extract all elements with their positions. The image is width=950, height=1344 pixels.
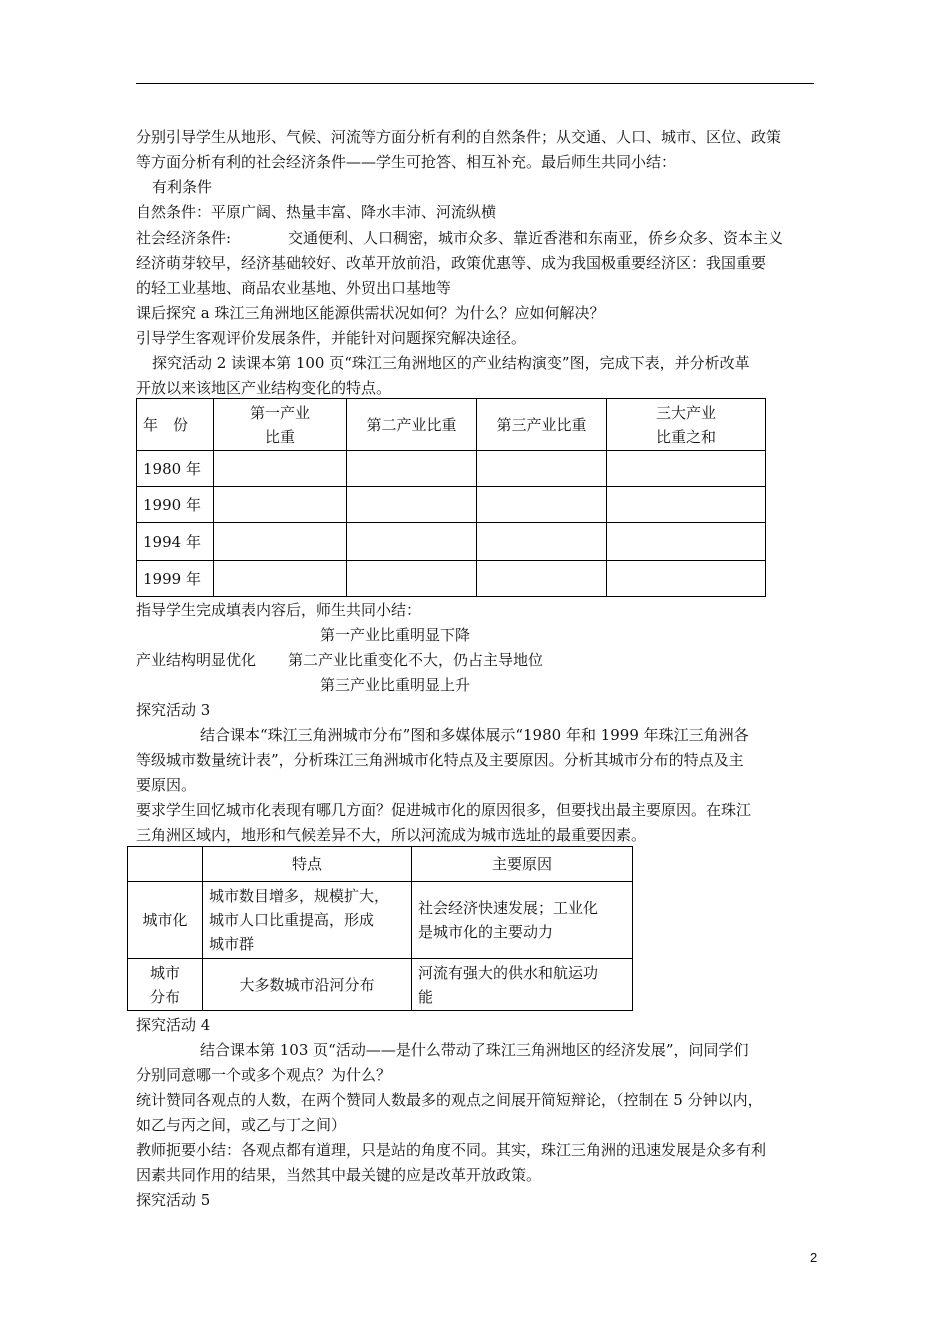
input-cell[interactable]: [347, 487, 477, 523]
urbanization-reason: [412, 882, 633, 959]
activity-4-p1b: 分别同意哪一个或多个观点？为什么？: [136, 1066, 392, 1084]
header-secondary: 第二产业比重: [347, 399, 477, 451]
activity-5-heading: 探究活动 5: [136, 1191, 211, 1209]
header-rule: [136, 83, 814, 84]
table-row: [128, 882, 633, 959]
summary-label: 产业结构明显优化: [136, 651, 257, 669]
header-feature: 特点: [203, 847, 412, 882]
summary-primary: 第一产业比重明显下降: [320, 626, 471, 644]
activity-4-heading: 探究活动 4: [136, 1016, 211, 1034]
header-tertiary: 第三产业比重: [477, 399, 607, 451]
input-cell[interactable]: [607, 487, 766, 523]
input-cell[interactable]: [607, 523, 766, 561]
activity-3-p1b: 等级城市数量统计表”，分析珠江三角洲城市化特点及主要原因。分析其城市分布的特点及主: [136, 751, 744, 769]
summary-tertiary: 第三产业比重明显上升: [320, 676, 471, 694]
summary-secondary: 第二产业比重变化不大，仍占主导地位: [288, 651, 544, 669]
year-cell: 1994 年: [137, 523, 214, 561]
summary-intro: 指导学生完成填表内容后，师生共同小结：: [136, 601, 422, 619]
label-line: 城市: [149, 963, 180, 982]
input-cell[interactable]: [214, 523, 347, 561]
table-row: [137, 451, 766, 487]
table-row: [128, 959, 633, 1011]
paragraph-1b: 等方面分析有利的社会经济条件——学生可抢答、相互补充。最后师生共同小结：: [136, 153, 677, 171]
table-header-row: [137, 399, 766, 451]
input-cell[interactable]: [607, 451, 766, 487]
socioeconomic-a: 交通便利、人口稠密，城市众多、靠近香港和东南亚，侨乡众多、资本主义: [288, 229, 784, 247]
activity-3-p2a: 要求学生回忆城市化表现有哪几方面？促进城市化的原因很多，但要找出最主要原因。在珠江: [136, 801, 752, 819]
activity-2b: 开放以来该地区产业结构变化的特点。: [136, 379, 392, 397]
header-total-l2: 比重之和: [655, 427, 716, 446]
feature-line: 城市群: [209, 935, 255, 953]
activity-4-p1a: 结合课本第 103 页“活动——是什么带动了珠江三角洲地区的经济发展”，问同学们: [200, 1041, 749, 1059]
urbanization-table: [127, 846, 633, 1011]
favorable-conditions-heading: 有利条件: [152, 178, 213, 196]
header-empty: [128, 847, 203, 882]
activity-3-p1a: 结合课本“珠江三角洲城市分布”图和多媒体展示“1980 年和 1999 年珠江三角洲各: [200, 726, 749, 744]
socioeconomic-label: 社会经济条件:: [136, 229, 232, 247]
reason-line: 能: [418, 987, 434, 1006]
input-cell[interactable]: [214, 561, 347, 597]
feature-line: 城市人口比重提高，形成: [209, 911, 375, 929]
distribution-reason: [412, 959, 633, 1011]
table-row: [137, 487, 766, 523]
socioeconomic-b: 经济萌芽较早，经济基础较好、改革开放前沿，政策优惠等、成为我国极重要经济区：我国重要: [136, 254, 767, 272]
distribution-feature: 大多数城市沿河分布: [203, 959, 412, 1011]
reason-line: 河流有强大的供水和航运功: [418, 963, 599, 982]
guidance-text: 引导学生客观评价发展条件，并能针对问题探究解决途径。: [136, 329, 527, 347]
activity-2a: 探究活动 2 读课本第 100 页“珠江三角洲地区的产业结构演变”图，完成下表，并分析改革: [152, 354, 750, 372]
input-cell[interactable]: [347, 523, 477, 561]
after-class-question: 课后探究 a 珠江三角洲地区能源供需状况如何？为什么？应如何解决？: [136, 304, 605, 322]
feature-line: 城市数目增多，规模扩大，: [209, 887, 390, 905]
industry-structure-table: [136, 398, 766, 597]
row-label-urbanization: 城市化: [128, 882, 203, 959]
label-line: 分布: [149, 987, 180, 1006]
urbanization-feature: [203, 882, 412, 959]
activity-4-p3a: 教师扼要小结：各观点都有道理，只是站的角度不同。其实，珠江三角洲的迅速发展是众多有利: [136, 1141, 767, 1159]
activity-3-heading: 探究活动 3: [136, 701, 211, 719]
header-primary: [214, 399, 347, 451]
input-cell[interactable]: [607, 561, 766, 597]
year-cell: 1980 年: [137, 451, 214, 487]
header-primary-l2: 比重: [264, 427, 295, 446]
natural-conditions: 自然条件：平原广阔、热量丰富、降水丰沛、河流纵横: [136, 203, 497, 221]
page-number: 2: [810, 1250, 818, 1265]
header-primary-l1: 第一产业: [249, 403, 310, 422]
activity-3-p1c: 要原因。: [136, 776, 197, 794]
reason-line: 社会经济快速发展；工业化: [418, 899, 599, 917]
row-label-distribution: [128, 959, 203, 1011]
input-cell[interactable]: [477, 523, 607, 561]
input-cell[interactable]: [347, 561, 477, 597]
year-cell: 1999 年: [137, 561, 214, 597]
header-reason: 主要原因: [412, 847, 633, 882]
header-total-l1: 三大产业: [655, 403, 716, 422]
year-cell: 1990 年: [137, 487, 214, 523]
input-cell[interactable]: [477, 487, 607, 523]
input-cell[interactable]: [214, 451, 347, 487]
header-year: 年 份: [137, 399, 214, 451]
input-cell[interactable]: [347, 451, 477, 487]
input-cell[interactable]: [477, 561, 607, 597]
table-row: [137, 523, 766, 561]
activity-4-p3b: 因素共同作用的结果，当然其中最关键的应是改革开放政策。: [136, 1166, 542, 1184]
table-row: [137, 561, 766, 597]
activity-4-p2a: 统计赞同各观点的人数，在两个赞同人数最多的观点之间展开简短辩论，（控制在 5 分钟以内，: [136, 1091, 763, 1109]
paragraph-1a: 分别引导学生从地形、气候、河流等方面分析有利的自然条件；从交通、人口、城市、区位、政策: [136, 128, 782, 146]
input-cell[interactable]: [214, 487, 347, 523]
activity-3-p2b: 三角洲区域内，地形和气候差异不大，所以河流成为城市选址的最重要因素。: [136, 826, 647, 844]
table-header-row: [128, 847, 633, 882]
socioeconomic-c: 的轻工业基地、商品农业基地、外贸出口基地等: [136, 279, 452, 297]
reason-line: 是城市化的主要动力: [418, 923, 554, 941]
header-total: [607, 399, 766, 451]
input-cell[interactable]: [477, 451, 607, 487]
activity-4-p2b: 如乙与丙之间，或乙与丁之间）: [136, 1116, 347, 1134]
